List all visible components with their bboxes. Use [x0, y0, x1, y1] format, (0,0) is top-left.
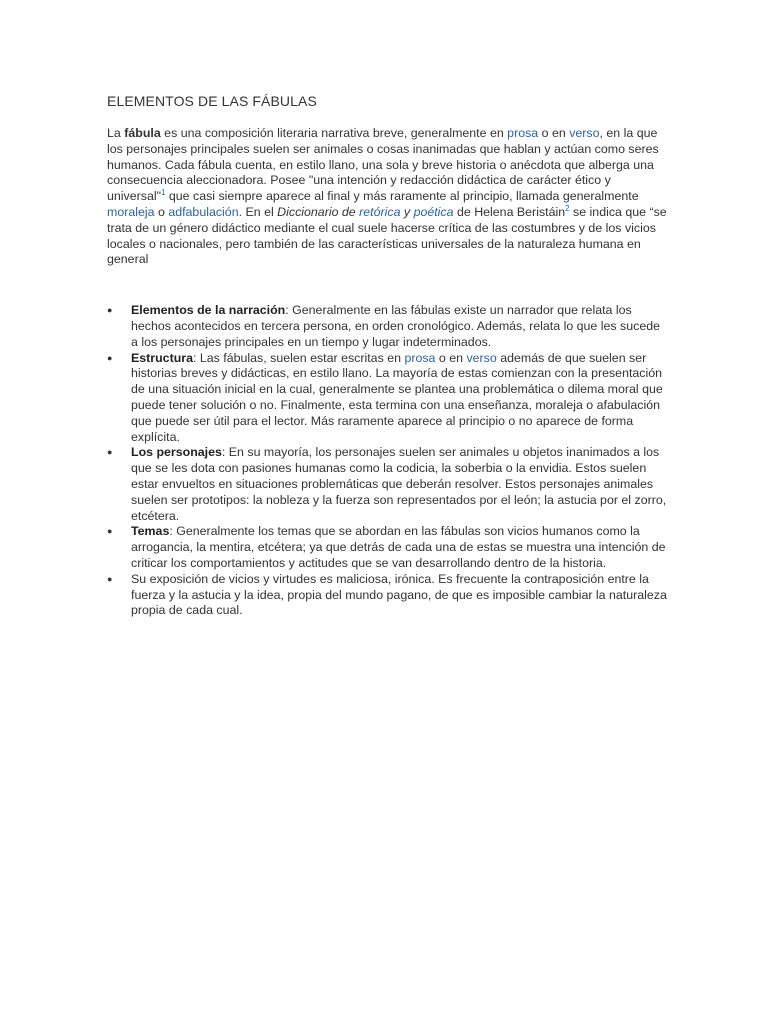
document-page [107, 92, 667, 619]
bullet-icon: ● [107, 573, 113, 584]
list-item [107, 445, 667, 524]
adfabulacion-link[interactable]: adfabulación [168, 204, 239, 219]
intro-text: o en [538, 126, 570, 140]
moraleja-link[interactable]: moraleja [107, 204, 155, 219]
intro-text: que casi siempre aparece al final y más raramente al principio, llamada generalmente [165, 189, 639, 204]
elements-list [107, 303, 667, 619]
intro-text: La [107, 126, 125, 140]
diccionario-title: y [400, 204, 414, 219]
verso-link[interactable]: verso [466, 350, 497, 365]
item-label: Elementos de la narración [131, 303, 286, 318]
poetica-link[interactable]: poética [413, 204, 454, 219]
item-text: además de que suelen ser historias breves y didácticas, en estilo llano. La mayoría de estas comienzan con la presentación de una situación inicial en la cual, generalmente se plantea una problemática o dilema moral que puede tener solución o no. Finalmente, esta termina con una enseñanza, moraleja o afabulación que puede ser útil para el lector. Más raramente aparece al principio o no aparece de forma explícita. [131, 350, 663, 444]
item-label: Estructura [131, 350, 193, 365]
prosa-link[interactable]: prosa [507, 126, 539, 140]
list-item [107, 351, 667, 446]
verso-link[interactable]: verso [569, 126, 600, 140]
fabula-term: fábula [124, 126, 161, 140]
footnote-2-link[interactable]: 2 [565, 203, 570, 213]
item-text: : Las fábulas, suelen estar escritas en [192, 350, 405, 365]
item-text: Su exposición de vicios y virtudes es maliciosa, irónica. Es frecuente la contraposición entre la fuerza y la astucia y la idea, propia del mundo pagano, de que es imposible cambiar la naturaleza propia de cada cual. [131, 571, 667, 618]
bullet-icon: ● [107, 526, 113, 537]
item-text: : Generalmente en las fábulas existe un narrador que relata los hechos acontecidos en tercera persona, en orden cronológico. Además, relata lo que les sucede a los personajes principales en un tiempo y lugar indeterminados. [131, 303, 661, 349]
intro-text: es una composición literaria narrativa breve, generalmente en [160, 126, 508, 140]
item-label: Temas [131, 524, 170, 539]
footnote-1-link[interactable]: 1 [161, 188, 166, 198]
bullet-icon: ● [107, 305, 113, 316]
list-item [107, 303, 667, 350]
intro-paragraph [107, 126, 667, 268]
list-item [107, 524, 667, 571]
retorica-link[interactable]: retórica [359, 204, 401, 219]
intro-text: o [154, 204, 169, 219]
bullet-icon: ● [107, 352, 113, 363]
intro-text: se indica que “se trata de un género didáctico mediante el cual suele hacerse crítica de las costumbres y de los vicios locales o nacionales, pero también de las características universales de la naturaleza humana en general [107, 204, 667, 267]
bullet-icon: ● [107, 447, 113, 458]
item-text: o en [435, 350, 467, 365]
page-title: ELEMENTOS DE LAS FÁBULAS [107, 93, 317, 109]
diccionario-title: Diccionario de [277, 204, 360, 219]
item-text: : En su mayoría, los personajes suelen ser animales u objetos inanimados a los que se les dota con pasiones humanas como la codicia, la soberbia o la envidia. Estos suelen estar envueltos en situaciones problemáticas que deberán resolver. Estos personajes animales suelen ser prototipos: la nobleza y la fuerza son representados por el león; la astucia por el zorro, etcétera. [131, 445, 667, 523]
item-text: : Generalmente los temas que se abordan en las fábulas son vicios humanos como la arrogancia, la mentira, etcétera; ya que detrás de cada una de estas se muestra una intención de criticar los comportamientos y actitudes que se van desarrollando dentro de la historia. [131, 524, 666, 570]
item-label: Los personajes [131, 445, 222, 460]
intro-text: . En el [238, 204, 278, 219]
intro-text: , en la que los personajes principales suelen ser animales o cosas inanimadas que hablan y actúan como seres humanos. Cada fábula cuenta, en estilo llano, una sola y breve historia o anécdota que alberga una consecuencia aleccionadora. Posee "una intención y redacción didáctica de carácter ético y universal" [107, 126, 659, 204]
prosa-link[interactable]: prosa [404, 350, 436, 365]
intro-text: de Helena Beristáin [453, 204, 566, 219]
list-item [107, 572, 667, 619]
